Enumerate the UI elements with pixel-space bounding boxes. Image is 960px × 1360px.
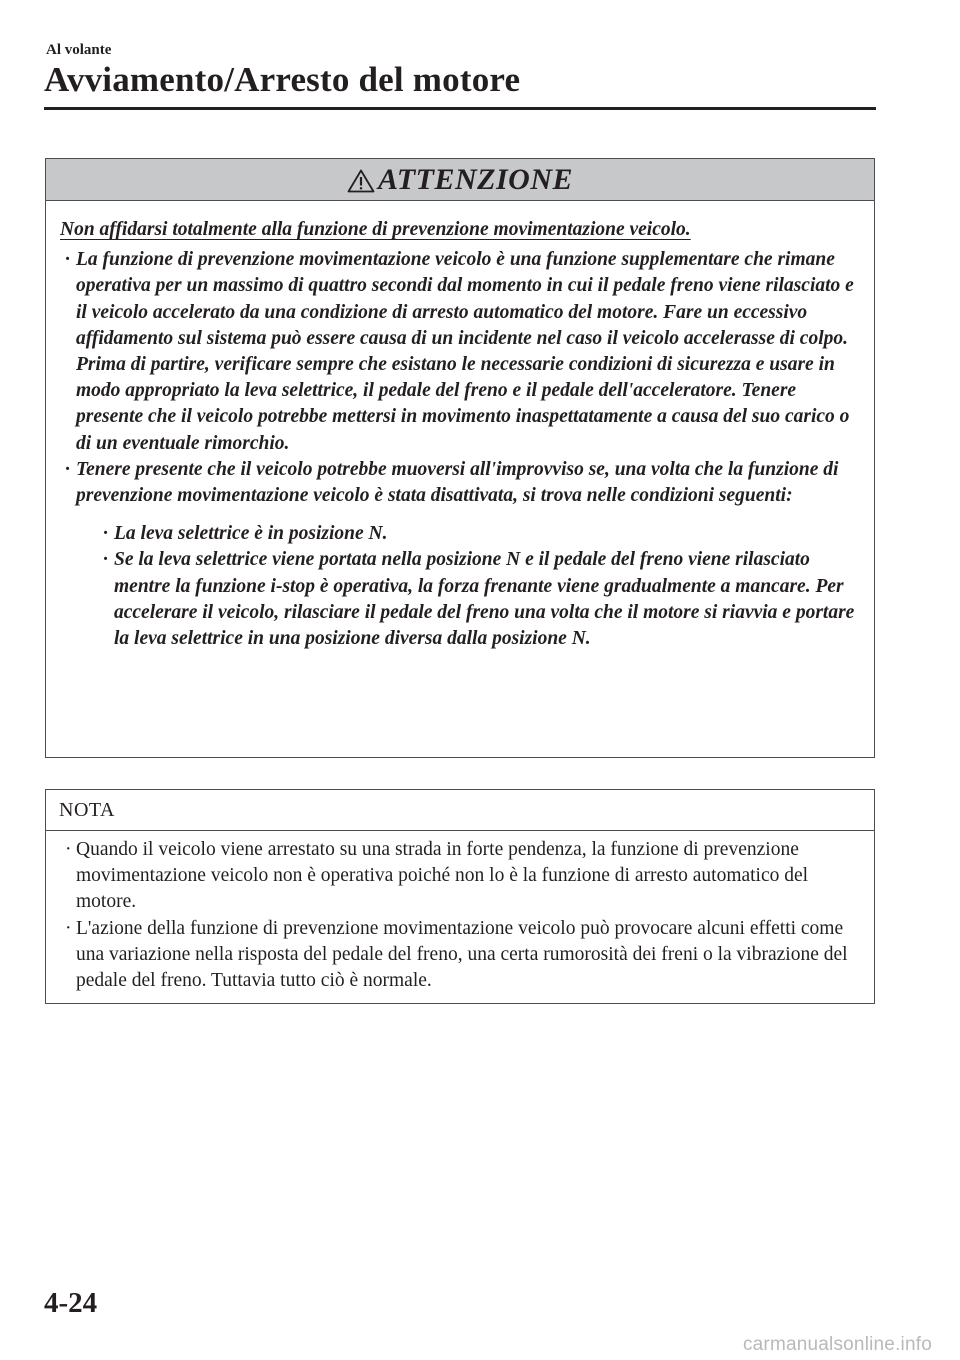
warning-box xyxy=(45,158,875,758)
bullet-text: Se la leva selettrice viene portata nella posizione N e il pedale del freno viene rilasciato mentre la funzione i-stop è operativa, la forza frenante viene gradualmente a mancare. Per accelerare il veicolo, rilasciare il pedale del freno una volta che il motore si riavvia e portare la leva selettrice in una posizione diversa dalla posizione N. xyxy=(114,549,855,650)
warning-triangle-icon xyxy=(347,169,375,193)
page-title: Avviamento/Arresto del motore xyxy=(44,60,521,99)
note-title: NOTA xyxy=(46,790,874,831)
bullet-dot: · xyxy=(103,523,108,545)
warning-body xyxy=(46,201,874,652)
bullet-text: La funzione di prevenzione movimentazione veicolo è una funzione supplementare che rimane operativa per un massimo di quattro secondi dal momento in cui il pedale freno viene rilasciato e il veicolo accelerato da una condizione di arresto automatico del motore. Fare un eccessivo affidamento sul sistema può essere causa di un incidente nel caso il veicolo accelerasse di colpo. Prima di partire, verificare sempre che esistano le necessarie condizioni di sicurezza e usare in modo appropriato la leva selettrice, il pedale del freno e il pedale dell'acceleratore. Tenere presente che il veicolo potrebbe mettersi in movimento inaspettatamente a causa del suo carico o di un eventuale rimorchio. xyxy=(76,249,854,454)
list-item xyxy=(60,837,858,916)
note-body xyxy=(46,831,874,994)
note-box xyxy=(45,789,875,1004)
bullet-dot: · xyxy=(65,917,72,939)
warning-sub-list xyxy=(98,521,858,652)
title-divider xyxy=(44,107,876,110)
bullet-dot: · xyxy=(65,249,70,271)
list-item xyxy=(60,457,858,652)
list-item xyxy=(60,916,858,995)
bullet-text: Tenere presente che il veicolo potrebbe muoversi all'improvviso se, una volta che la funzione di prevenzione movimentazione veicolo è stata disattivata, si trova nelle condizioni seguenti: xyxy=(76,458,839,507)
bullet-text: L'azione della funzione di prevenzione movimentazione veicolo può provocare alcuni effetti come una variazione nella risposta del pedale del freno, una certa rumorosità dei freni o la vibrazione del pedale del freno. Tuttavia tutto ciò è normale. xyxy=(76,917,848,992)
bullet-dot: · xyxy=(65,839,72,860)
list-item xyxy=(60,247,858,457)
bullet-dot: · xyxy=(103,549,108,571)
section-label: Al volante xyxy=(46,42,112,58)
bullet-text: La leva selettrice è in posizione N. xyxy=(114,523,388,545)
note-bullet-list xyxy=(60,837,858,994)
warning-header xyxy=(46,159,874,201)
warning-title: ATTENZIONE xyxy=(377,162,574,196)
sub-list-item xyxy=(98,521,858,547)
warning-bullet-list xyxy=(60,247,858,652)
bullet-dot: · xyxy=(65,458,70,480)
sub-list-item xyxy=(98,547,858,652)
page-number: 4-24 xyxy=(44,1287,98,1319)
bullet-text: Quando il veicolo viene arrestato su una strada in forte pendenza, la funzione di prevenzione movimentazione veicolo non è operativa poiché non lo è la funzione di arresto automatico del motore. xyxy=(76,839,809,913)
watermark: carmanualsonline.info xyxy=(742,1334,932,1355)
warning-lead: Non affidarsi totalmente alla funzione di prevenzione movimentazione veicolo. xyxy=(60,219,691,240)
